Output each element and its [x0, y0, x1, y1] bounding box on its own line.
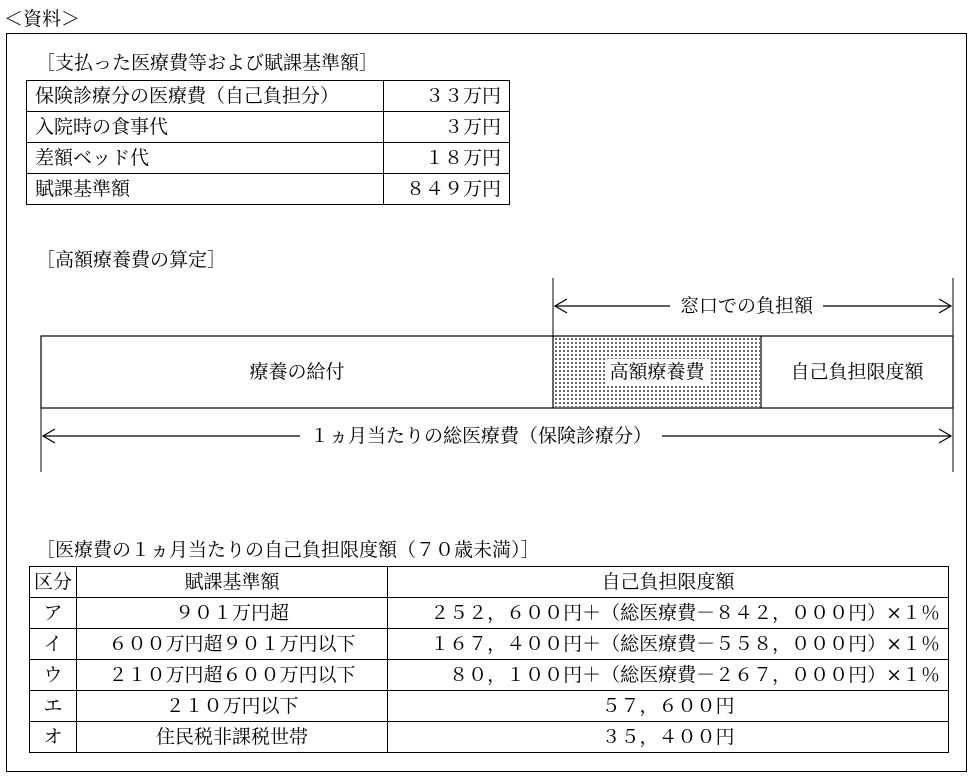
header-category: 区分 — [30, 567, 77, 598]
payment-item: 入院時の食事代 — [27, 112, 384, 143]
payment-value: ３３万円 — [384, 81, 510, 112]
row-category: オ — [30, 722, 77, 753]
header-base: 賦課基準額 — [77, 567, 388, 598]
payment-value: ８４９万円 — [384, 174, 510, 205]
row-category: エ — [30, 691, 77, 722]
table-header-row — [30, 567, 949, 598]
row-limit: ３５，４００円 — [388, 722, 949, 753]
segment-high-cost: 高額療養費 — [605, 359, 708, 385]
row-category: イ — [30, 629, 77, 660]
row-limit: ８０，１００円＋（総医療費－２６７，０００円）×１％ — [388, 660, 949, 691]
segment-benefit: 療養の給付 — [249, 361, 345, 383]
row-limit: １６７，４００円＋（総医療費－５５８，０００円）×１％ — [388, 629, 949, 660]
limits-title: ［医療費の１ヵ月当たりの自己負担限度額（７０歳未満）］ — [36, 539, 540, 561]
document-header: ＜資料＞ — [4, 8, 81, 30]
row-limit: ２５２，６００円＋（総医療費－８４２，０００円）×１％ — [388, 598, 949, 629]
table-row — [30, 629, 949, 660]
row-base: 住民税非課税世帯 — [77, 722, 388, 753]
header-limit: 自己負担限度額 — [388, 567, 949, 598]
row-category: ウ — [30, 660, 77, 691]
table-row — [30, 722, 949, 753]
row-category: ア — [30, 598, 77, 629]
row-base: ２１０万円超６００万円以下 — [77, 660, 388, 691]
payment-item: 差額ベッド代 — [27, 143, 384, 174]
calc-title: ［高額療養費の算定］ — [36, 249, 227, 271]
row-limit: ５７，６００円 — [388, 691, 949, 722]
table-row — [30, 691, 949, 722]
payment-item: 賦課基準額 — [27, 174, 384, 205]
payment-item: 保険診療分の医療費（自己負担分） — [27, 81, 384, 112]
payments-title: ［支払った医療費等および賦課基準額］ — [36, 52, 379, 74]
row-base: ６００万円超９０１万円以下 — [77, 629, 388, 660]
segment-high-cost-wrap — [553, 336, 761, 408]
total-label: １ヵ月当たりの総医療費（保険診療分） — [300, 423, 662, 449]
row-base: ９０１万円超 — [77, 598, 388, 629]
table-row — [30, 598, 949, 629]
segment-limit: 自己負担限度額 — [790, 361, 924, 383]
payment-value: １８万円 — [384, 143, 510, 174]
row-base: ２１０万円以下 — [77, 691, 388, 722]
limits-table — [29, 566, 949, 753]
table-row — [30, 660, 949, 691]
payment-value: ３万円 — [384, 112, 510, 143]
window-label: 窓口での負担額 — [670, 293, 823, 319]
